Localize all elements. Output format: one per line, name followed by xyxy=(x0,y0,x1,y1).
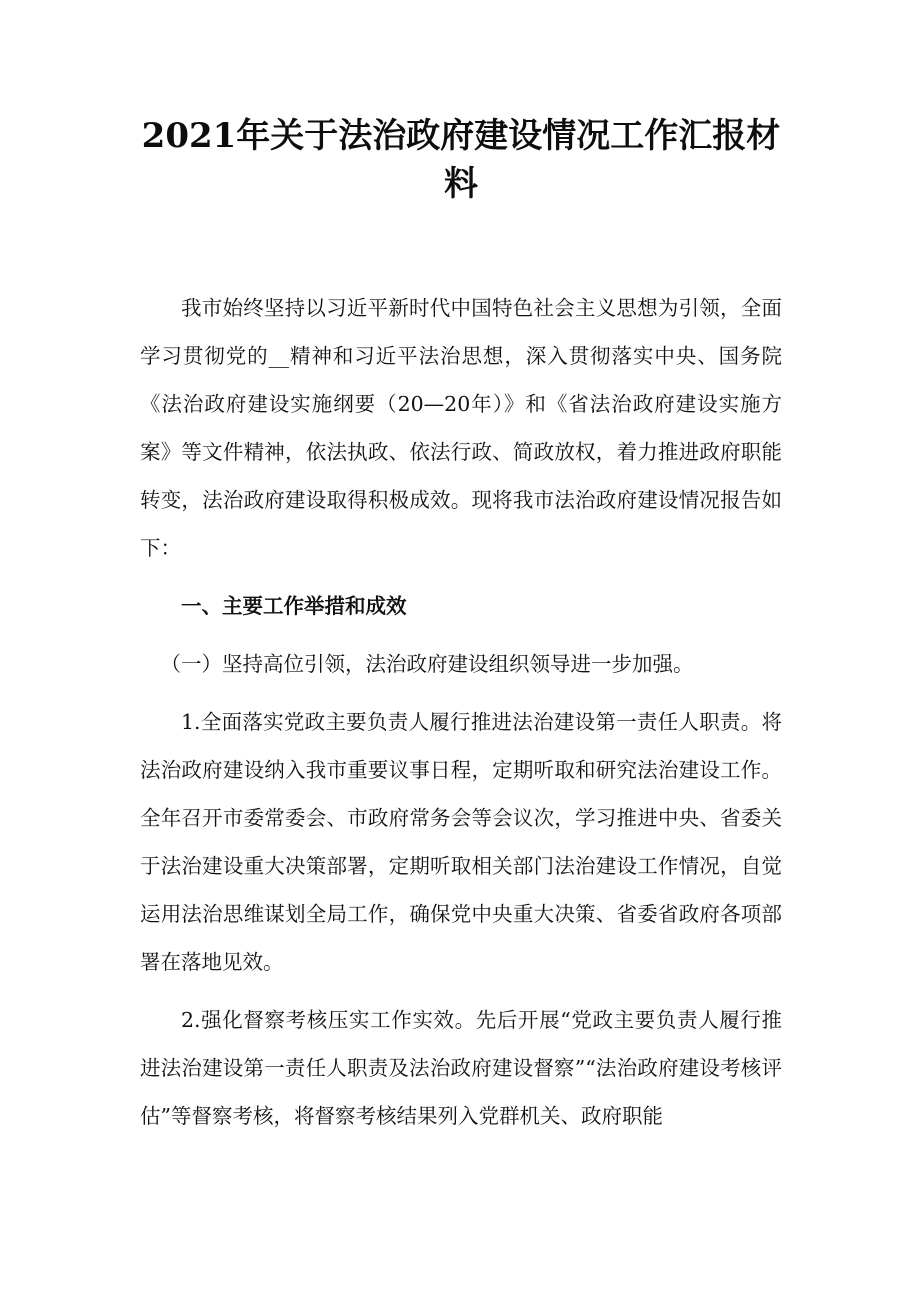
item-paragraph-1: 1.全面落实党政主要负责人履行推进法治建设第一责任人职责。将法治政府建设纳入我市重要议事日程，定期听取和研究法治建设工作。全年召开市委常委会、市政府常务会等会议次，学习推进中央、省委关于法治建设重大决策部署，定期听取相关部门法治建设工作情况，自觉运用法治思维谋划全局工作，确保党中央重大决策、省委省政府各项部署在落地见效。 xyxy=(140,710,782,974)
item-paragraph-2: 2.强化督察考核压实工作实效。先后开展“党政主要负责人履行推进法治建设第一责任人职责及法治政府建设督察”“法治政府建设考核评估”等督察考核，将督察考核结果列入党群机关、政府职能 xyxy=(140,1008,782,1128)
document-body xyxy=(140,284,782,1140)
document-title: 2021年关于法治政府建设情况工作汇报材料 xyxy=(141,116,781,204)
intro-paragraph: 我市始终坚持以习近平新时代中国特色社会主义思想为引领，全面学习贯彻党的__精神和习近平法治思想，深入贯彻落实中央、国务院《法治政府建设实施纲要（20—20年）》和《省法治政府建设实施方案》等文件精神，依法执政、依法行政、简政放权，着力推进政府职能转变，法治政府建设取得积极成效。现将我市法治政府建设情况报告如下： xyxy=(140,296,782,560)
section-heading-1: 一、主要工作举措和成效 xyxy=(181,594,407,618)
subsection-heading-1: （一）坚持高位引领，法治政府建设组织领导进一步加强。 xyxy=(160,652,694,676)
